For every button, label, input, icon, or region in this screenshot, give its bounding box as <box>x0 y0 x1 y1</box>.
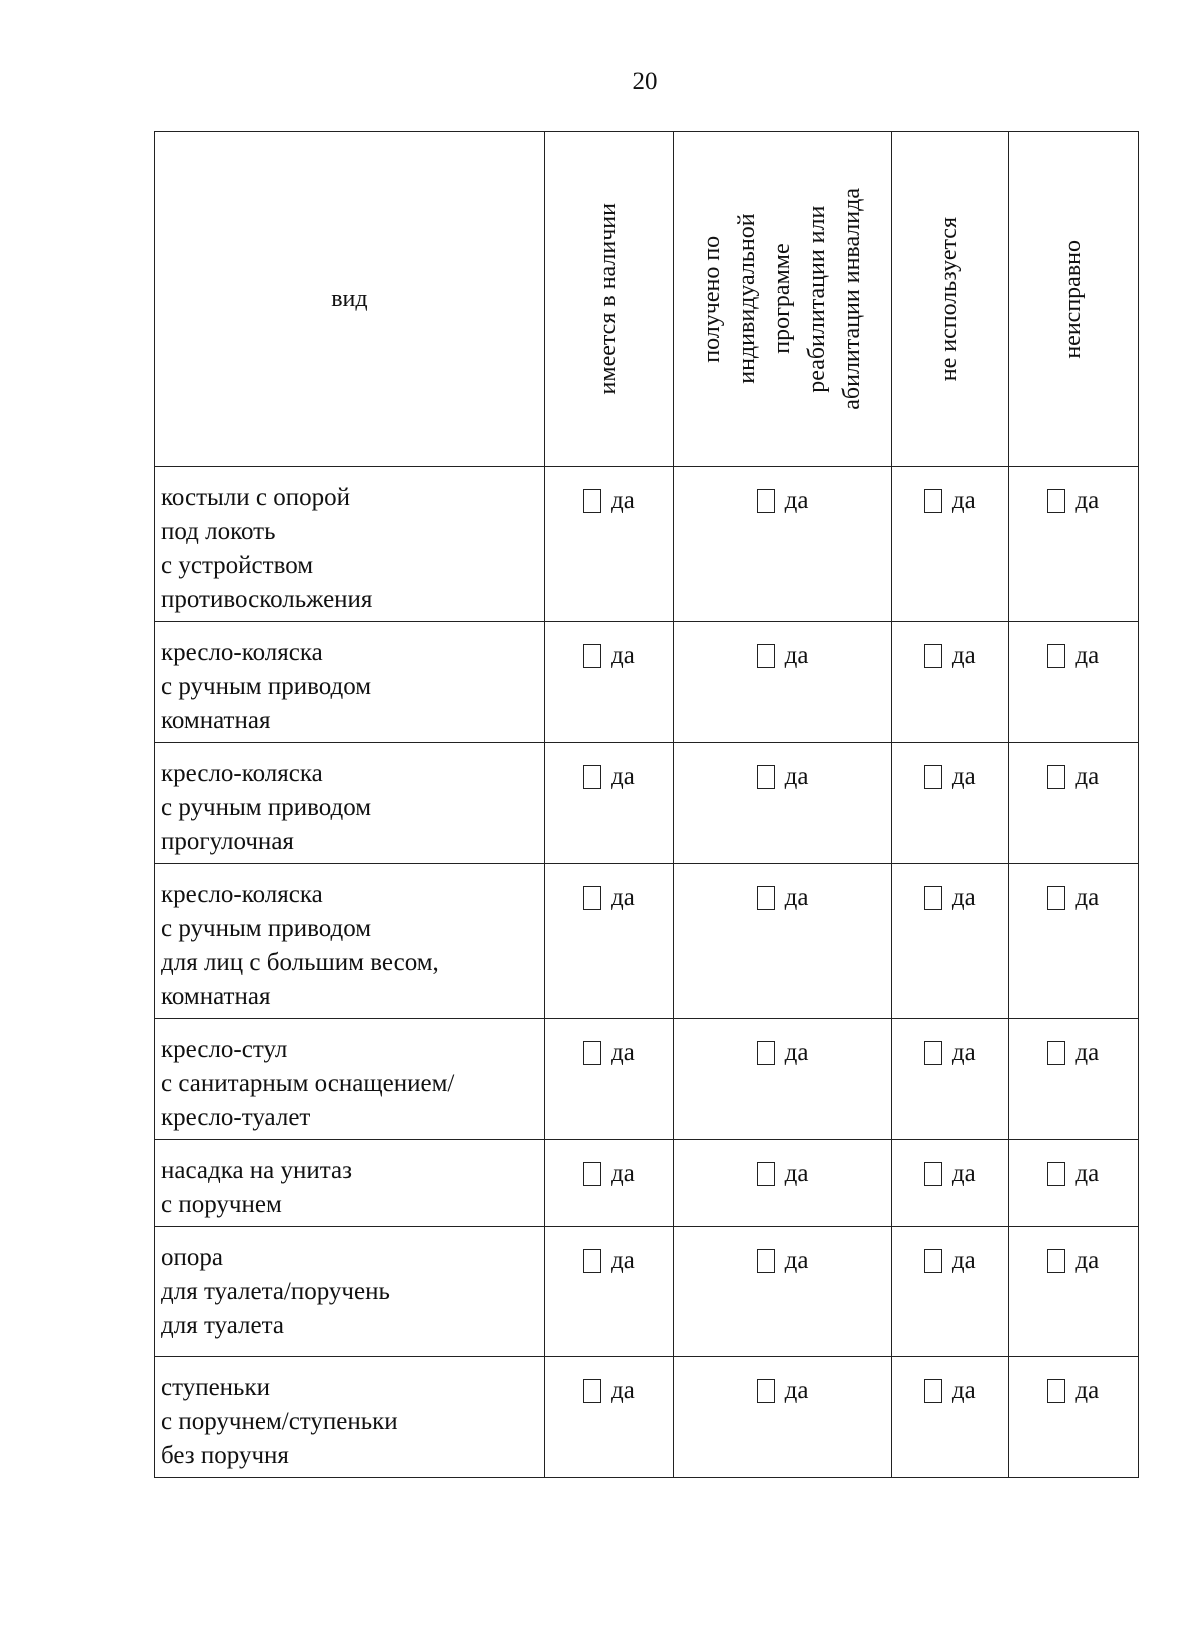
checkbox-label: да <box>611 487 635 514</box>
device-name-line: с ручным приводом <box>161 794 372 821</box>
checkbox-received-ipra[interactable] <box>757 1379 775 1403</box>
option-available[interactable] <box>545 1247 673 1275</box>
table-row <box>155 1019 1139 1140</box>
checkbox-label: да <box>784 1377 809 1404</box>
device-name-line: кресло-стул <box>161 1036 288 1063</box>
device-name-line: для туалета/поручень <box>161 1278 390 1305</box>
checkbox-available[interactable] <box>583 1041 601 1065</box>
checkbox-not-used[interactable] <box>924 765 942 789</box>
checkbox-not-used[interactable] <box>924 489 942 513</box>
checkbox-faulty[interactable] <box>1047 1041 1065 1065</box>
table-header-row <box>155 132 1139 467</box>
option-cell-not-used <box>891 1357 1008 1478</box>
option-faulty[interactable] <box>1009 1039 1138 1067</box>
device-name-cell <box>155 743 545 864</box>
option-available[interactable] <box>545 1039 673 1067</box>
checkbox-label: да <box>1075 884 1100 911</box>
option-faulty[interactable] <box>1009 487 1138 515</box>
option-cell-received-ipra <box>674 743 892 864</box>
checkbox-label: да <box>784 1039 809 1066</box>
device-name-cell <box>155 1357 545 1478</box>
header-type-label: вид <box>331 285 368 312</box>
option-available[interactable] <box>545 487 673 515</box>
checkbox-not-used[interactable] <box>924 1041 942 1065</box>
option-cell-faulty <box>1008 467 1138 622</box>
option-cell-received-ipra <box>674 1227 892 1357</box>
checkbox-label: да <box>951 1247 976 1274</box>
device-name-cell <box>155 467 545 622</box>
checkbox-received-ipra[interactable] <box>757 886 775 910</box>
option-faulty[interactable] <box>1009 1377 1138 1405</box>
option-available[interactable] <box>545 1160 673 1188</box>
option-received-ipra[interactable] <box>674 1247 891 1275</box>
assistive-devices-table <box>154 131 1139 1478</box>
device-name-cell <box>155 622 545 743</box>
option-cell-not-used <box>891 622 1008 743</box>
checkbox-label: да <box>951 487 976 514</box>
checkbox-faulty[interactable] <box>1047 765 1065 789</box>
device-name-cell <box>155 1227 545 1357</box>
option-cell-received-ipra <box>674 622 892 743</box>
option-cell-not-used <box>891 1140 1008 1227</box>
table-row <box>155 864 1139 1019</box>
device-name-line: кресло-коляска <box>161 760 323 787</box>
checkbox-not-used[interactable] <box>924 886 942 910</box>
header-received-ipra-label <box>695 188 870 410</box>
option-faulty[interactable] <box>1009 1247 1138 1275</box>
option-faulty[interactable] <box>1009 884 1138 912</box>
option-cell-not-used <box>891 743 1008 864</box>
option-cell-not-used <box>891 864 1008 1019</box>
checkbox-label: да <box>1075 1377 1100 1404</box>
option-cell-available <box>544 1357 673 1478</box>
checkbox-label: да <box>951 763 976 790</box>
option-cell-received-ipra <box>674 1140 892 1227</box>
checkbox-label: да <box>951 1160 976 1187</box>
device-name-line: с ручным приводом <box>161 915 372 942</box>
checkbox-not-used[interactable] <box>924 1162 942 1186</box>
option-received-ipra[interactable] <box>674 1039 891 1067</box>
checkbox-available[interactable] <box>583 1249 601 1273</box>
header-available <box>544 132 673 467</box>
checkbox-faulty[interactable] <box>1047 1249 1065 1273</box>
checkbox-label: да <box>611 1377 635 1404</box>
checkbox-not-used[interactable] <box>924 644 942 668</box>
option-available[interactable] <box>545 1377 673 1405</box>
header-available-label: имеется в наличии <box>595 203 622 395</box>
checkbox-label: да <box>1075 1247 1100 1274</box>
checkbox-not-used[interactable] <box>924 1379 942 1403</box>
option-cell-available <box>544 743 673 864</box>
option-received-ipra[interactable] <box>674 1160 891 1188</box>
checkbox-faulty[interactable] <box>1047 644 1065 668</box>
checkbox-available[interactable] <box>583 765 601 789</box>
checkbox-label: да <box>784 1160 809 1187</box>
header-faulty-label: неисправно <box>1059 239 1086 359</box>
checkbox-label: да <box>611 1160 635 1187</box>
device-name-line: с устройством <box>161 552 314 579</box>
option-cell-received-ipra <box>674 864 892 1019</box>
device-name-line: для туалета <box>161 1312 284 1339</box>
header-type <box>155 132 545 467</box>
checkbox-faulty[interactable] <box>1047 489 1065 513</box>
checkbox-received-ipra[interactable] <box>757 765 775 789</box>
device-name-line: для лиц с большим весом, <box>161 949 439 976</box>
option-cell-faulty <box>1008 622 1138 743</box>
checkbox-label: да <box>1075 763 1100 790</box>
device-name-line: насадка на унитаз <box>161 1157 352 1184</box>
option-cell-faulty <box>1008 1357 1138 1478</box>
option-not-used[interactable] <box>892 763 1008 791</box>
option-faulty[interactable] <box>1009 763 1138 791</box>
device-name-line: комнатная <box>161 983 271 1010</box>
checkbox-available[interactable] <box>583 1162 601 1186</box>
device-name-line: с поручнем <box>161 1191 282 1218</box>
checkbox-available[interactable] <box>583 644 601 668</box>
table-row <box>155 467 1139 622</box>
option-cell-received-ipra <box>674 1019 892 1140</box>
option-not-used[interactable] <box>892 1247 1008 1275</box>
checkbox-received-ipra[interactable] <box>757 1249 775 1273</box>
checkbox-label: да <box>784 642 809 669</box>
option-cell-not-used <box>891 467 1008 622</box>
checkbox-faulty[interactable] <box>1047 1162 1065 1186</box>
header-received-ipra-line: реабилитации или <box>804 205 831 393</box>
table-body <box>155 467 1139 1478</box>
device-name-line: опора <box>161 1244 223 1271</box>
option-cell-available <box>544 467 673 622</box>
option-available[interactable] <box>545 763 673 791</box>
checkbox-label: да <box>1075 1039 1100 1066</box>
checkbox-label: да <box>784 884 809 911</box>
option-cell-faulty <box>1008 1019 1138 1140</box>
checkbox-label: да <box>1075 642 1100 669</box>
device-name-line: ступеньки <box>161 1374 270 1401</box>
table-row <box>155 743 1139 864</box>
option-received-ipra[interactable] <box>674 1377 891 1405</box>
option-cell-faulty <box>1008 1227 1138 1357</box>
checkbox-received-ipra[interactable] <box>757 1162 775 1186</box>
option-not-used[interactable] <box>892 487 1008 515</box>
option-cell-available <box>544 1227 673 1357</box>
option-received-ipra[interactable] <box>674 763 891 791</box>
checkbox-received-ipra[interactable] <box>757 489 775 513</box>
option-not-used[interactable] <box>892 1377 1008 1405</box>
device-name-line: прогулочная <box>161 828 294 855</box>
checkbox-label: да <box>951 642 976 669</box>
checkbox-available[interactable] <box>583 886 601 910</box>
checkbox-label: да <box>611 763 635 790</box>
checkbox-label: да <box>1075 487 1100 514</box>
device-name-line: противоскольжения <box>161 586 373 613</box>
device-name-line: кресло-коляска <box>161 881 323 908</box>
device-name-cell <box>155 1140 545 1227</box>
device-name-line: костыли с опорой <box>161 484 351 511</box>
device-name-line: кресло-туалет <box>161 1104 311 1131</box>
option-cell-available <box>544 864 673 1019</box>
checkbox-label: да <box>611 1039 635 1066</box>
device-name-line: кресло-коляска <box>161 639 323 666</box>
option-cell-received-ipra <box>674 1357 892 1478</box>
header-not-used <box>891 132 1008 467</box>
checkbox-received-ipra[interactable] <box>757 1041 775 1065</box>
option-not-used[interactable] <box>892 642 1008 670</box>
checkbox-label: да <box>951 1039 976 1066</box>
device-name-line: с поручнем/ступеньки <box>161 1408 398 1435</box>
device-name-line: под локоть <box>161 518 276 545</box>
checkbox-label: да <box>784 1247 809 1274</box>
device-name-line: с ручным приводом <box>161 673 372 700</box>
header-faulty <box>1008 132 1138 467</box>
option-cell-faulty <box>1008 864 1138 1019</box>
checkbox-label: да <box>1075 1160 1100 1187</box>
device-name-line: без поручня <box>161 1442 289 1469</box>
option-not-used[interactable] <box>892 1039 1008 1067</box>
option-received-ipra[interactable] <box>674 487 891 515</box>
option-cell-available <box>544 1019 673 1140</box>
table-row <box>155 1357 1139 1478</box>
header-not-used-label: не используется <box>936 216 963 382</box>
option-received-ipra[interactable] <box>674 642 891 670</box>
table-row <box>155 1140 1139 1227</box>
checkbox-label: да <box>784 763 809 790</box>
header-received-ipra-line: программе <box>769 243 796 355</box>
option-cell-not-used <box>891 1019 1008 1140</box>
option-available[interactable] <box>545 884 673 912</box>
device-name-line: с санитарным оснащением/ <box>161 1070 455 1097</box>
checkbox-label: да <box>951 884 976 911</box>
checkbox-faulty[interactable] <box>1047 1379 1065 1403</box>
checkbox-label: да <box>611 884 635 911</box>
checkbox-available[interactable] <box>583 1379 601 1403</box>
checkbox-available[interactable] <box>583 489 601 513</box>
device-name-cell <box>155 1019 545 1140</box>
option-cell-not-used <box>891 1227 1008 1357</box>
header-received-ipra-line: индивидуальной <box>734 213 761 385</box>
page-number: 20 <box>632 68 658 95</box>
table-row <box>155 622 1139 743</box>
option-not-used[interactable] <box>892 1160 1008 1188</box>
option-cell-faulty <box>1008 743 1138 864</box>
option-cell-available <box>544 1140 673 1227</box>
device-name-line: комнатная <box>161 707 271 734</box>
checkbox-label: да <box>784 487 809 514</box>
option-available[interactable] <box>545 642 673 670</box>
checkbox-label: да <box>611 642 635 669</box>
checkbox-received-ipra[interactable] <box>757 644 775 668</box>
checkbox-label: да <box>951 1377 976 1404</box>
option-received-ipra[interactable] <box>674 884 891 912</box>
option-cell-available <box>544 622 673 743</box>
header-received-ipra-line: абилитации инвалида <box>839 188 866 410</box>
header-received-ipra-line: получено по <box>699 235 726 363</box>
option-not-used[interactable] <box>892 884 1008 912</box>
checkbox-not-used[interactable] <box>924 1249 942 1273</box>
checkbox-faulty[interactable] <box>1047 886 1065 910</box>
option-faulty[interactable] <box>1009 642 1138 670</box>
table-row <box>155 1227 1139 1357</box>
checkbox-label: да <box>611 1247 635 1274</box>
option-faulty[interactable] <box>1009 1160 1138 1188</box>
option-cell-faulty <box>1008 1140 1138 1227</box>
device-name-cell <box>155 864 545 1019</box>
option-cell-received-ipra <box>674 467 892 622</box>
header-received-ipra <box>674 132 892 467</box>
